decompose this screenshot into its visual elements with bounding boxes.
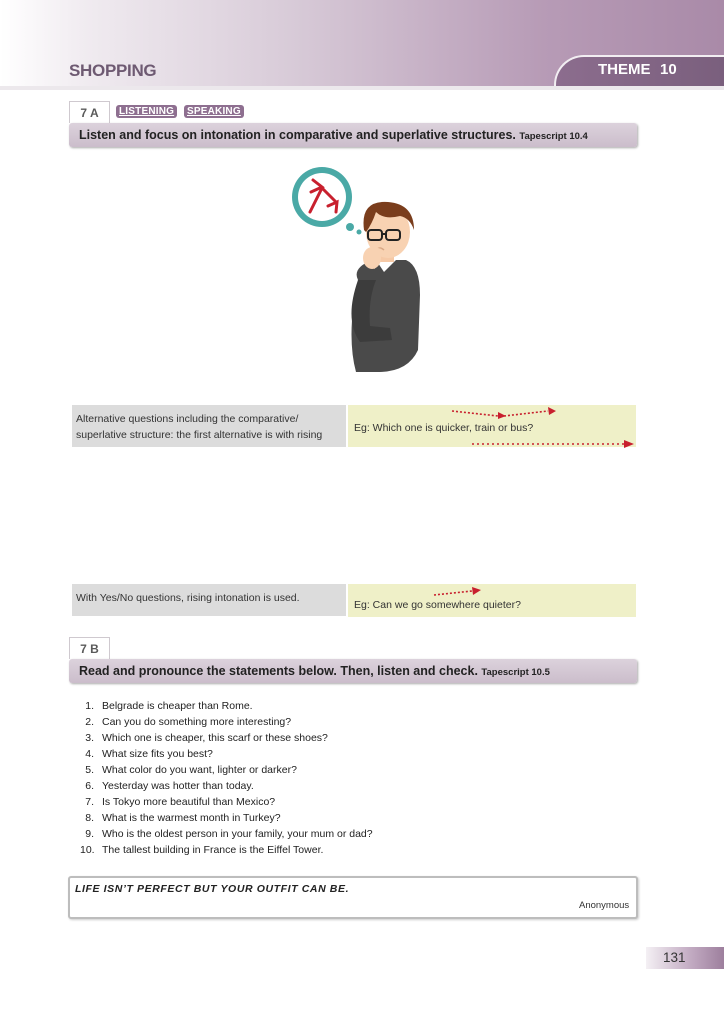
statement-list — [80, 698, 373, 858]
list-item: 3. Which one is cheaper, this scarf or these shoes? — [85, 732, 328, 744]
theme-label: THEME — [598, 61, 651, 78]
tapescript-ref: Tapescript 10.4 — [519, 131, 588, 142]
quote-author: Anonymous — [579, 900, 630, 911]
list-item: 1. Belgrade is cheaper than Rome. — [85, 700, 253, 712]
quote-text: LIFE ISN’T PERFECT BUT YOUR OUTFIT CAN BE. — [75, 883, 350, 895]
list-item: 6. Yesterday was hotter than today. — [85, 780, 254, 792]
thinking-person-illustration — [280, 160, 440, 375]
rule-cell-alternative: Alternative questions including the comparative/ superlative structure: the first alternative is with rising — [72, 405, 346, 447]
page-number: 131 — [663, 950, 686, 965]
exercise-number-7b: 7 B — [69, 637, 110, 659]
list-item: 9. Who is the oldest person in your family, your mum or dad? — [85, 828, 373, 840]
list-item: 7. Is Tokyo more beautiful than Mexico? — [85, 796, 276, 808]
example-text: Eg: Can we go somewhere quieter? — [354, 599, 521, 611]
section-title: SHOPPING — [69, 61, 157, 80]
list-item: 2. Can you do something more interesting? — [85, 716, 292, 728]
skill-badge-listening: LISTENING — [116, 105, 177, 118]
instruction-text: Listen and focus on intonation in comparative and superlative structures. — [79, 128, 516, 142]
exercise-number-7a: 7 A — [69, 101, 110, 123]
list-item: 10. The tallest building in France is the Eiffel Tower. — [80, 844, 324, 856]
list-item: 8. What is the warmest month in Turkey? — [85, 812, 281, 824]
rule-cell-yes-no: With Yes/No questions, rising intonation is used. — [72, 584, 346, 616]
instruction-bar-7b — [69, 659, 637, 683]
theme-number: 10 — [660, 61, 677, 78]
list-item: 5. What color do you want, lighter or darker? — [85, 764, 297, 776]
tapescript-ref: Tapescript 10.5 — [481, 667, 550, 678]
instruction-bar-7a — [69, 123, 637, 147]
list-item: 4. What size fits you best? — [85, 748, 213, 760]
intonation-arrow-icon — [468, 440, 636, 448]
skill-badge-speaking: SPEAKING — [184, 105, 244, 118]
instruction-text: Read and pronounce the statements below. Then, listen and check. — [79, 664, 478, 678]
intonation-arrow-icon — [448, 407, 558, 421]
example-cell-yes-no — [348, 584, 636, 617]
example-text: Eg: Which one is quicker, train or bus? — [354, 422, 534, 434]
example-cell-alternative — [348, 405, 636, 447]
intonation-arrow-icon — [432, 586, 484, 598]
header-divider — [0, 86, 724, 90]
